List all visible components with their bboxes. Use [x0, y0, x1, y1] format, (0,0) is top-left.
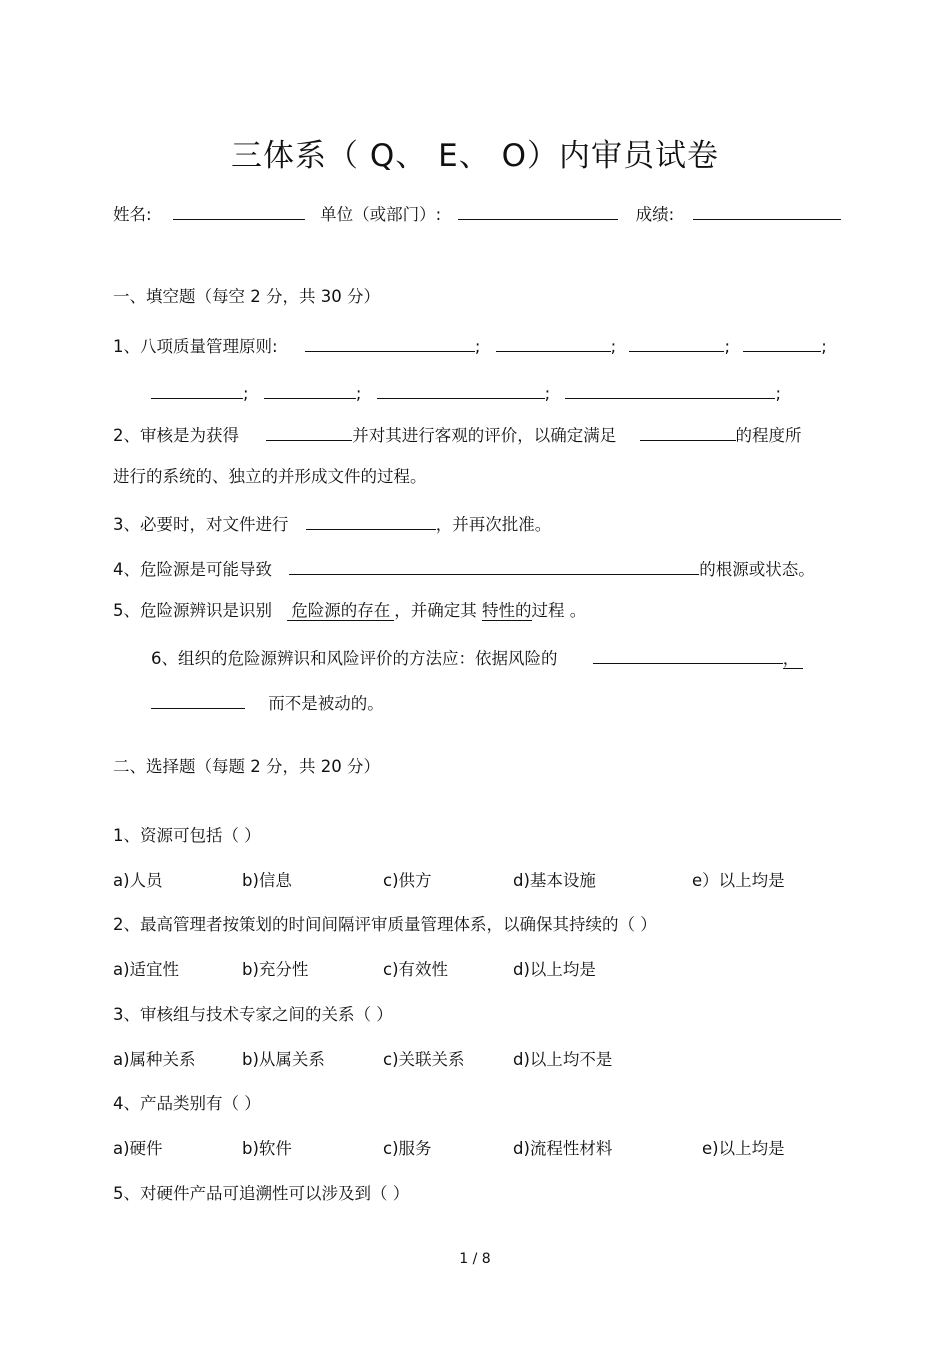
mc-q2-option-b[interactable]: b)充分性	[242, 960, 309, 979]
section2-heading: 二、选择题（每题 2 分，共 20 分）	[113, 757, 380, 776]
q6-line-2	[151, 690, 384, 715]
name-blank[interactable]	[173, 201, 305, 220]
mc-q2-option-d[interactable]: d)以上均是	[513, 960, 596, 979]
mc-q4-option-d[interactable]: d)流程性材料	[513, 1139, 613, 1158]
q2-text-c: 的程度所	[735, 426, 802, 445]
q6-line	[151, 645, 803, 670]
q1-blank-6[interactable]	[264, 380, 356, 399]
q6-blank-2[interactable]	[151, 690, 245, 709]
mc-q4-option-b[interactable]: b)软件	[242, 1139, 292, 1158]
mc-q3-option-b[interactable]: b)从属关系	[242, 1050, 325, 1069]
q3-text-b: ，并再次批准。	[435, 515, 552, 534]
q1-blank-8[interactable]	[565, 380, 775, 399]
q1-blank-4[interactable]	[743, 333, 821, 352]
score-blank[interactable]	[693, 201, 841, 220]
q2-blank-1[interactable]	[266, 422, 352, 441]
exam-title: 三体系（ Q、 E、 O）内审员试卷	[231, 138, 719, 174]
q4-blank[interactable]	[289, 556, 699, 575]
q6-comma: ，	[783, 649, 804, 669]
mc-q1-option-d[interactable]: d)基本设施	[513, 871, 596, 890]
q2-text-a: 2、审核是为获得	[113, 426, 239, 445]
q3-line	[113, 511, 551, 536]
mc-q4-option-e[interactable]: e)以上均是	[702, 1139, 785, 1158]
q1-line-2: ; ; ; ;	[151, 380, 781, 405]
q6-blank-1[interactable]	[593, 645, 783, 664]
mc-q4-option-c[interactable]: c)服务	[383, 1139, 432, 1158]
name-label: 姓名:	[113, 205, 152, 224]
header-row	[113, 201, 841, 226]
q1-blank-7[interactable]	[377, 380, 545, 399]
q2-line-2: 进行的系统的、独立的并形成文件的过程。	[113, 467, 427, 486]
q2-blank-2[interactable]	[640, 422, 736, 441]
score-label: 成绩:	[635, 205, 675, 224]
section1-heading: 一、填空题（每空 2 分，共 30 分）	[113, 287, 380, 306]
page-number: 1 / 8	[459, 1251, 491, 1267]
mc-q1-option-c[interactable]: c)供方	[383, 871, 432, 890]
q3-text-a: 3、必要时，对文件进行	[113, 515, 289, 534]
q1-blank-5[interactable]	[151, 380, 243, 399]
q1-blank-2[interactable]	[496, 333, 611, 352]
q4-line	[113, 556, 815, 581]
mc-q3-option-a[interactable]: a)属种关系	[113, 1050, 196, 1069]
q5-answer-2: 特性的	[482, 601, 532, 620]
q1-line: 1、八项质量管理原则: ; ; ; ;	[113, 333, 827, 358]
mc-q2: 2、最高管理者按策划的时间间隔评审质量管理体系，以确保其持续的（ ）	[113, 915, 657, 934]
q2-text-b: 并对其进行客观的评价，以确定满足	[352, 426, 617, 445]
mc-q4: 4、产品类别有（ ）	[113, 1094, 261, 1113]
mc-q3: 3、审核组与技术专家之间的关系（ ）	[113, 1005, 393, 1024]
unit-label: 单位（或部门）:	[320, 205, 442, 224]
q4-text-b: 的根源或状态。	[699, 560, 815, 579]
unit-blank[interactable]	[458, 201, 618, 220]
mc-q1: 1、资源可包括（ ）	[113, 826, 261, 845]
q3-blank[interactable]	[306, 511, 436, 530]
mc-q5: 5、对硬件产品可追溯性可以涉及到（ ）	[113, 1184, 410, 1203]
q5-text-c: ，并确定其	[394, 601, 477, 620]
q4-text-a: 4、危险源是可能导致	[113, 560, 272, 579]
q6-text-a: 6、组织的危险源辨识和风险评价的方法应：依据风险的	[151, 649, 558, 668]
mc-q4-option-a[interactable]: a)硬件	[113, 1139, 163, 1158]
q5-text-e: 过程 。	[531, 601, 587, 620]
mc-q1-option-e[interactable]: e）以上均是	[692, 871, 785, 890]
q1-text: 1、八项质量管理原则:	[113, 337, 278, 356]
mc-q3-option-d[interactable]: d)以上均不是	[513, 1050, 613, 1069]
q6-text-c: 而不是被动的。	[268, 694, 384, 713]
mc-q2-option-a[interactable]: a)适宜性	[113, 960, 180, 979]
q1-blank-3[interactable]	[629, 333, 724, 352]
q2-line	[113, 422, 802, 447]
mc-q3-option-c[interactable]: c)关联关系	[383, 1050, 465, 1069]
q5-text-a: 5、危险源辨识是识别	[113, 601, 272, 620]
q1-blank-1[interactable]	[305, 333, 475, 352]
mc-q1-option-b[interactable]: b)信息	[242, 871, 292, 890]
q5-answer-1: 危险源的存在	[287, 601, 394, 621]
q5-line	[113, 600, 586, 622]
mc-q1-option-a[interactable]: a)人员	[113, 871, 163, 890]
mc-q2-option-c[interactable]: c)有效性	[383, 960, 449, 979]
